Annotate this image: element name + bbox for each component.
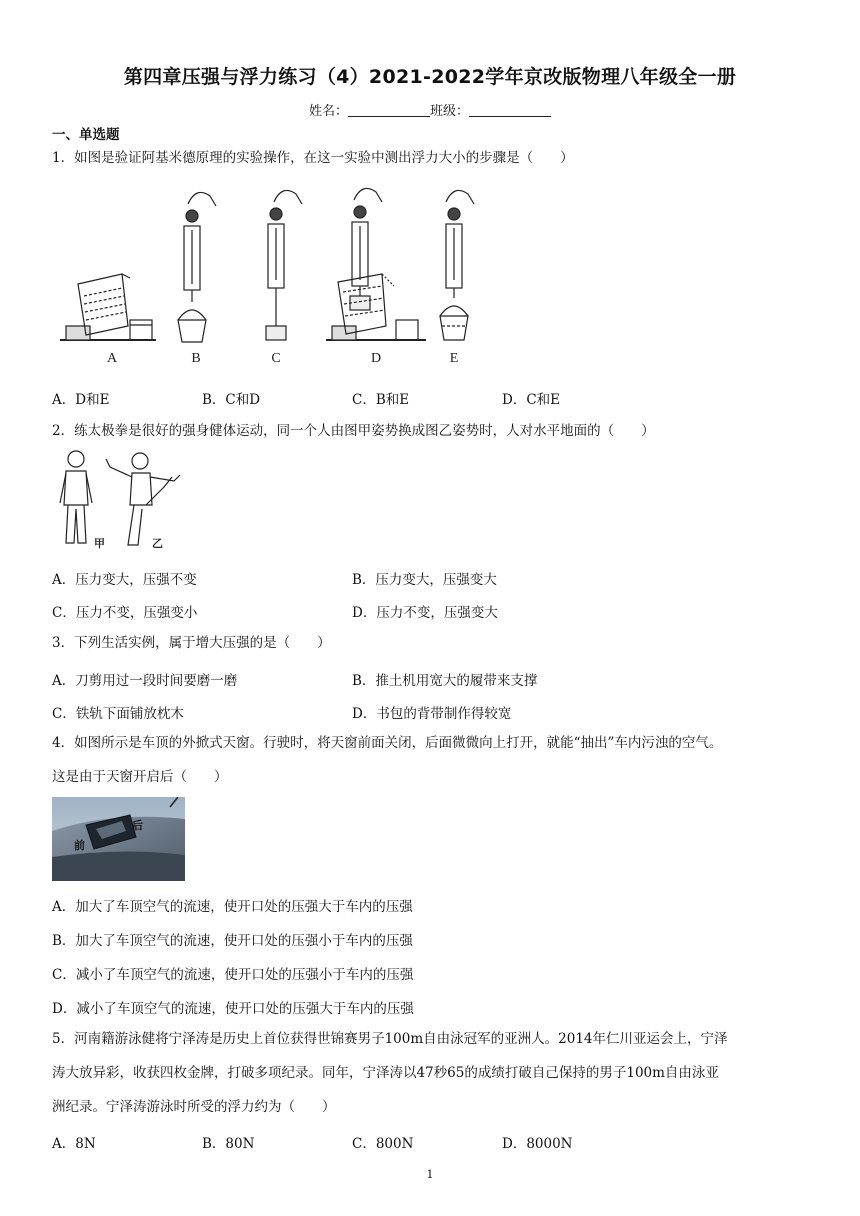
standing-person (60, 451, 92, 543)
step-a-overflow-beaker (60, 274, 156, 340)
q2-option-a[interactable]: A．压力变大，压强不变 (52, 572, 197, 588)
q4-option-b[interactable]: B．加大了车顶空气的流速，使开口处的压强小于车内的压强 (52, 933, 413, 949)
class-label: 班级： (430, 104, 470, 119)
class-blank[interactable] (469, 104, 551, 117)
figure-label-d: D (370, 351, 382, 366)
question-4-stem-line-1: 4．如图所示是车顶的外掀式天窗。行驶时，将天窗前面关闭，后面微微向上打开，就能“抽出”车内污浊的空气。 (52, 735, 723, 751)
q2-option-d[interactable]: D．压力不变，压强变大 (352, 605, 498, 621)
q4-option-d[interactable]: D．减小了车顶空气的流速，使开口处的压强大于车内的压强 (52, 1001, 414, 1017)
tai-chi-figure (52, 447, 187, 555)
q5-option-d[interactable]: D．8000N (502, 1136, 573, 1152)
page-title: 第四章压强与浮力练习（4）2021-2022学年京改版物理八年级全一册 (123, 66, 737, 88)
question-2-stem: 2．练太极拳是很好的强身健体运动，同一个人由图甲姿势换成图乙姿势时，人对水平地面的（ ） (52, 423, 655, 439)
q1-option-d[interactable]: D．C和E (502, 392, 561, 408)
label-back: 后 (132, 819, 143, 832)
q5-option-c[interactable]: C．800N (352, 1136, 414, 1152)
archimedes-experiment-figure (56, 180, 496, 370)
q3-option-a[interactable]: A．刀剪用过一段时间要磨一磨 (52, 673, 238, 689)
question-5-stem-line-2: 涛大放异彩，收获四枚金牌，打破多项纪录。同年，宁泽涛以47秒65的成绩打破自己保持的男子100m自由泳亚 (52, 1065, 719, 1081)
q5-option-a[interactable]: A．8N (52, 1136, 96, 1152)
q1-option-b[interactable]: B．C和D (202, 392, 261, 408)
figure-label-c: C (271, 351, 281, 366)
figure-label-jia: 甲 (94, 537, 105, 550)
step-c-scale-block (266, 190, 302, 340)
section-heading: 一、单选题 (52, 127, 120, 143)
q2-option-c[interactable]: C．压力不变，压强变小 (52, 605, 198, 621)
q3-option-b[interactable]: B．推土机用宽大的履带来支撑 (352, 673, 538, 689)
step-d-immersed-block (326, 188, 426, 340)
question-4-stem-line-2: 这是由于天窗开启后（ ） (52, 769, 228, 785)
figure-label-b: B (191, 351, 201, 366)
name-blank[interactable] (348, 104, 430, 117)
q3-option-c[interactable]: C．铁轨下面铺放枕木 (52, 706, 184, 722)
figure-label-e: E (449, 351, 459, 366)
kicking-person (106, 453, 180, 545)
question-5-stem-line-3: 洲纪录。宁泽涛游泳时所受的浮力约为（ ） (52, 1099, 336, 1115)
figure-label-a: A (106, 351, 118, 366)
q4-option-c[interactable]: C．减小了车顶空气的流速，使开口处的压强小于车内的压强 (52, 967, 414, 983)
question-1-stem: 1．如图是验证阿基米德原理的实验操作，在这一实验中测出浮力大小的步骤是（ ） (52, 150, 574, 166)
step-e-scale-bucket-water (440, 190, 474, 340)
page-number: 1 (426, 1168, 434, 1181)
question-3-stem: 3．下列生活实例，属于增大压强的是（ ） (52, 635, 331, 651)
q2-option-b[interactable]: B．压力变大，压强变大 (352, 572, 497, 588)
q3-option-d[interactable]: D．书包的背带制作得较宽 (352, 706, 512, 722)
q1-option-c[interactable]: C．B和E (352, 392, 410, 408)
q1-option-a[interactable]: A．D和E (52, 392, 110, 408)
figure-label-yi: 乙 (152, 537, 163, 550)
label-front: 前 (74, 839, 85, 852)
q4-option-a[interactable]: A．加大了车顶空气的流速，使开口处的压强大于车内的压强 (52, 899, 413, 915)
student-info-line (0, 100, 860, 119)
step-b-scale-bucket (178, 192, 216, 342)
question-5-stem-line-1: 5．河南籍游泳健将宁泽涛是历史上首位获得世锦赛男子100m自由泳冠军的亚洲人。2014年仁川亚运会上，宁泽 (52, 1031, 728, 1047)
car-sunroof-photo (52, 797, 185, 881)
name-label: 姓名： (308, 104, 348, 119)
q5-option-b[interactable]: B．80N (202, 1136, 255, 1152)
